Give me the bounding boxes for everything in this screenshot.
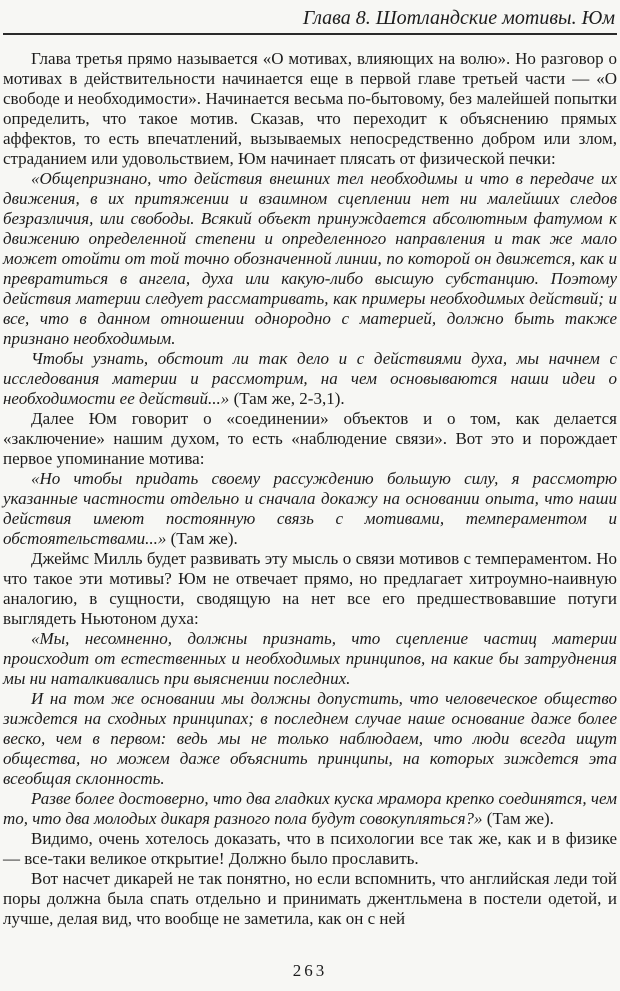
paragraph xyxy=(3,549,617,629)
quote-text: «Но чтобы придать своему рассуждению большую силу, я рассмотрю указанные частности отдельно и сначала докажу на основании опыта, что наши действия имеют постоянную связь с мотивами, темпераментом и обстоятельствами...» xyxy=(3,469,617,548)
paragraph-text: Вот насчет дикарей не так понятно, но если вспомнить, что английская леди той поры должна была спать отдельно и принимать джентльмена в постели одетой, и лучше, делая вид, что вообще не заметила, как он с ней xyxy=(3,869,617,928)
paragraph xyxy=(3,49,617,169)
citation: (Там же, 2-3,1). xyxy=(229,389,345,408)
quote-text: «Мы, несомненно, должны признать, что сцепление частиц материи происходит от естественных и необходимых принципов, на какие бы затруднения мы ни наталкивались при выяснении последних. xyxy=(3,629,617,688)
paragraph-text: Далее Юм говорит о «соединении» объектов и о том, как делается «заключение» нашим духом, то есть «наблюдение связи». Вот это и порождает первое упоминание мотива: xyxy=(3,409,617,468)
page-body xyxy=(3,49,617,929)
quote-paragraph xyxy=(3,789,617,829)
quote-text: «Общепризнано, что действия внешних тел необходимы и что в передаче их движения, в их притяжении и взаимном сцеплении нет ни малейших следов безразличия, или свободы. Всякий объект принуждается абсолютным фатумом к движению определенной степени и определенного направления и так же мало может отойти от той точно обозначенной линии, по которой он движется, как и превратиться в ангела, духа или какую-либо высшую субстанцию. Поэтому действия материи следует рассматривать, как примеры необходимых действий; и все, что в данном отношении однородно с материей, должно быть также признано необходимым. xyxy=(3,169,617,348)
paragraph-text: Глава третья прямо называется «О мотивах, влияющих на волю». Но разговор о мотивах в действительности начинается еще в первой главе третьей части — «О свободе и необходимости». Начинается весьма по-бытовому, без малейшей попытки определить, что такое мотив. Сказав, что переходит к объяснению прямых аффектов, то есть впечатлений, вызываемых непосредственно добром или злом, страданием или удовольствием, Юм начинает плясать от физической печки: xyxy=(3,49,617,168)
paragraph-text: Джеймс Милль будет развивать эту мысль о связи мотивов с темпераментом. Но что такое эти мотивы? Юм не отвечает прямо, но предлагает хитроумно-наивную аналогию, в сущности, сводящую на нет все его предшествовавшие потуги выглядеть Ньютоном духа: xyxy=(3,549,617,628)
running-header-title: Глава 8. Шотландские мотивы. Юм xyxy=(302,7,615,29)
quote-paragraph xyxy=(3,689,617,789)
paragraph xyxy=(3,829,617,869)
citation: (Там же). xyxy=(166,529,238,548)
page-number: 263 xyxy=(292,961,328,980)
quote-text: Чтобы узнать, обстоит ли так дело и с действиями духа, мы начнем с исследования материи и рассмотрим, на чем основываются наши идеи о необходимости ее действий...» xyxy=(3,349,617,408)
quote-paragraph xyxy=(3,349,617,409)
paragraph-text: Видимо, очень хотелось доказать, что в психологии все так же, как и в физике — все-таки великое открытие! Должно было прославить. xyxy=(3,829,617,868)
quote-paragraph xyxy=(3,629,617,689)
paragraph xyxy=(3,869,617,929)
quote-text: Разве более достоверно, что два гладких куска мрамора крепко соединятся, чем то, что два молодых дикаря разного пола будут совокупляться?» xyxy=(3,789,617,828)
citation: (Там же). xyxy=(482,809,554,828)
quote-paragraph xyxy=(3,469,617,549)
running-header xyxy=(3,6,617,30)
quote-paragraph xyxy=(3,169,617,349)
header-rule xyxy=(3,33,617,35)
quote-text: И на том же основании мы должны допустить, что человеческое общество зиждется на сходных принципах; в последнем случае наше основание даже более веско, чем в первом: ведь мы не только наблюдаем, что люди всегда ищут общества, но можем даже объяснить принципы, на которых зиждется эта всеобщая склонность. xyxy=(3,689,617,788)
paragraph xyxy=(3,409,617,469)
